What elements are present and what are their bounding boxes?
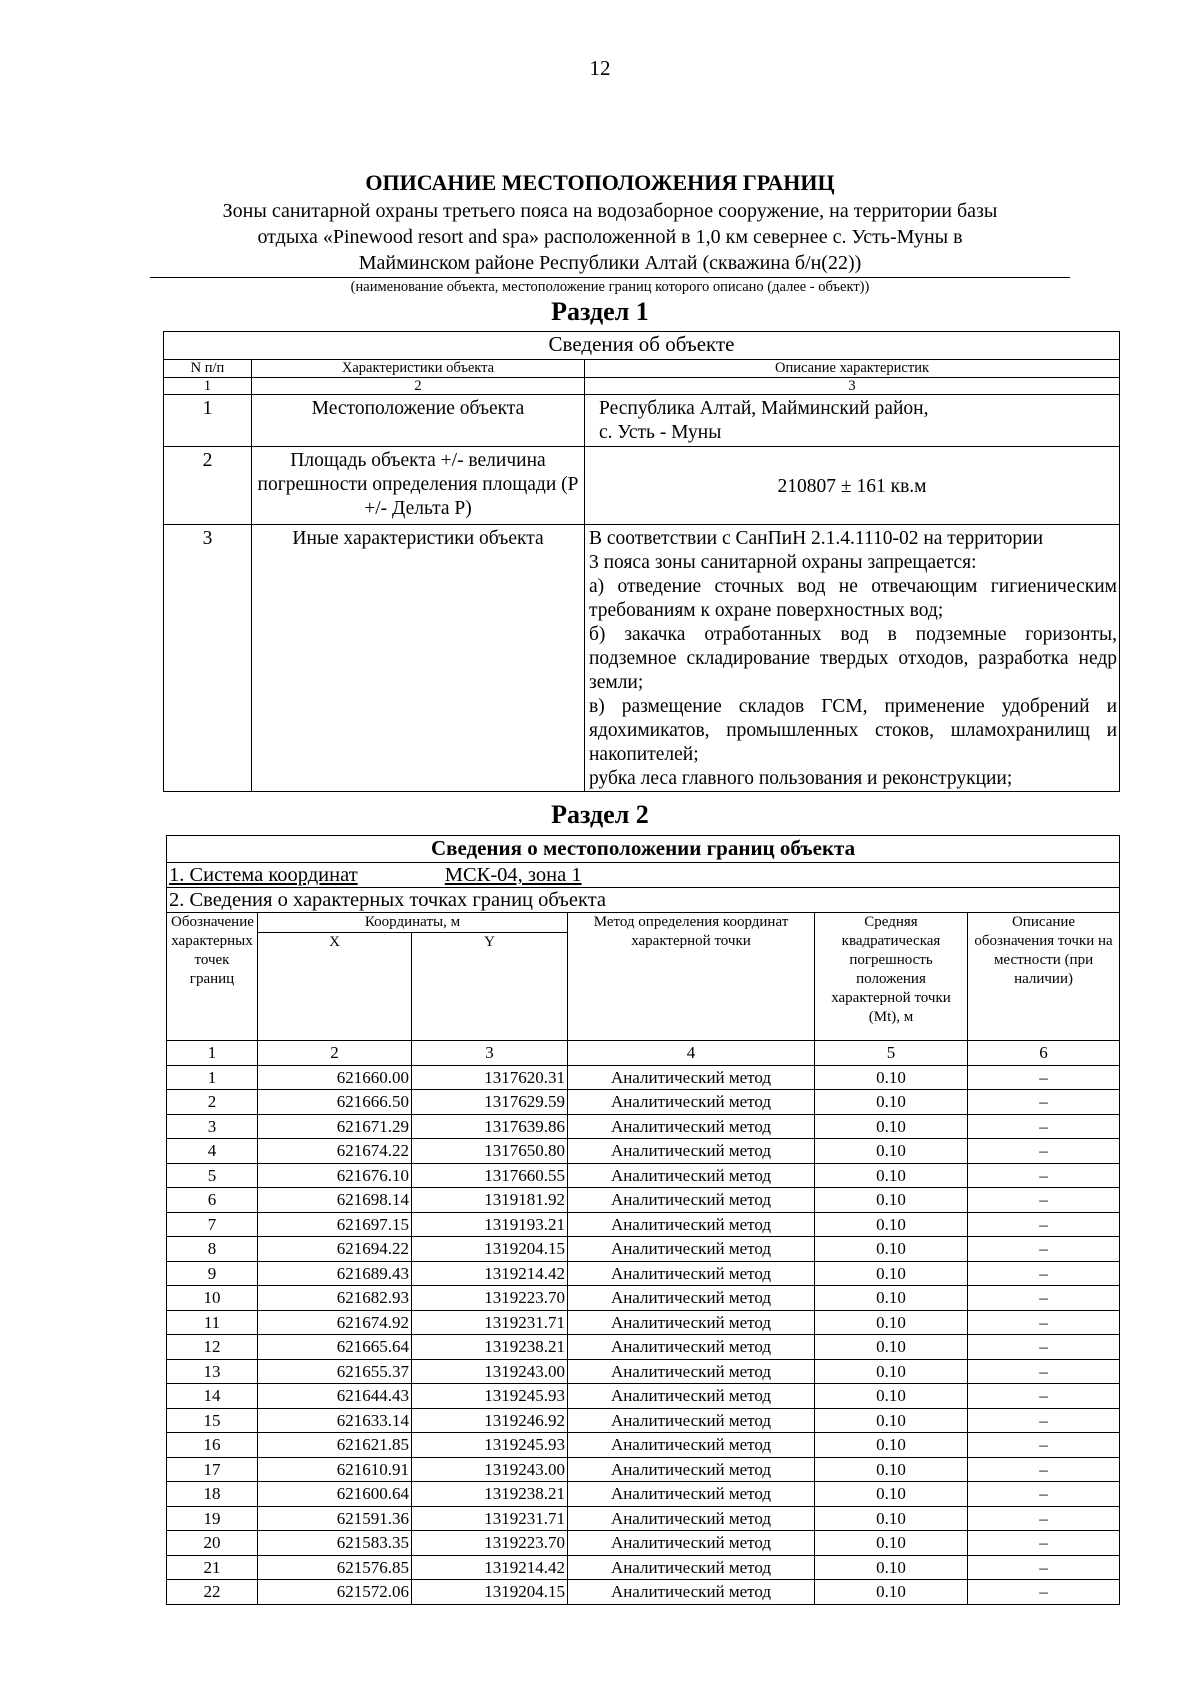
object-description-line: отдыха «Pinewood resort and spa» расположенной в 1,0 км севернее с. Усть-Муны в xyxy=(257,226,963,248)
point-y: 1319245.93 xyxy=(412,1433,568,1458)
point-number: 10 xyxy=(167,1286,258,1311)
header-y: Y xyxy=(412,933,568,1041)
column-number: 4 xyxy=(568,1041,815,1066)
table-row xyxy=(167,1212,1120,1237)
table-row xyxy=(167,1335,1120,1360)
point-x: 621682.93 xyxy=(258,1286,412,1311)
point-method: Аналитический метод xyxy=(568,1384,815,1409)
restriction-text: б) закачка отработанных вод в подземные горизонты, подземное складирование твердых отходов, разработка недр земли; xyxy=(589,624,1118,693)
column-number: 5 xyxy=(815,1041,968,1066)
point-description: – xyxy=(968,1310,1120,1335)
header-designation: Обозначение характерных точек границ xyxy=(167,913,258,1041)
header-coordinates: Координаты, м xyxy=(258,913,568,933)
point-number: 4 xyxy=(167,1139,258,1164)
point-method: Аналитический метод xyxy=(568,1188,815,1213)
point-method: Аналитический метод xyxy=(568,1286,815,1311)
point-number: 5 xyxy=(167,1163,258,1188)
point-method: Аналитический метод xyxy=(568,1506,815,1531)
point-description: – xyxy=(968,1408,1120,1433)
point-y: 1317620.31 xyxy=(412,1065,568,1090)
point-error: 0.10 xyxy=(815,1090,968,1115)
point-x: 621698.14 xyxy=(258,1188,412,1213)
point-x: 621665.64 xyxy=(258,1335,412,1360)
point-description: – xyxy=(968,1482,1120,1507)
point-description: – xyxy=(968,1359,1120,1384)
row-description xyxy=(585,395,1120,447)
column-number: 6 xyxy=(968,1041,1120,1066)
point-x: 621576.85 xyxy=(258,1555,412,1580)
point-description: – xyxy=(968,1506,1120,1531)
point-description: – xyxy=(968,1580,1120,1605)
point-description: – xyxy=(968,1065,1120,1090)
table-row xyxy=(167,1163,1120,1188)
point-x: 621676.10 xyxy=(258,1163,412,1188)
point-y: 1319245.93 xyxy=(412,1384,568,1409)
point-number: 22 xyxy=(167,1580,258,1605)
point-error: 0.10 xyxy=(815,1335,968,1360)
table-row xyxy=(167,1555,1120,1580)
points-caption: 2. Сведения о характерных точках границ объекта xyxy=(167,888,1120,913)
object-description-line: Зоны санитарной охраны третьего пояса на водозаборное сооружение, на территории базы xyxy=(222,200,998,222)
point-error: 0.10 xyxy=(815,1506,968,1531)
point-description: – xyxy=(968,1433,1120,1458)
table-row xyxy=(167,1139,1120,1164)
table-row xyxy=(167,1580,1120,1605)
column-number: 3 xyxy=(412,1041,568,1066)
point-method: Аналитический метод xyxy=(568,1433,815,1458)
point-y: 1317629.59 xyxy=(412,1090,568,1115)
underline-divider xyxy=(150,277,1070,278)
row-number: 3 xyxy=(164,525,252,792)
point-error: 0.10 xyxy=(815,1408,968,1433)
object-caption: (наименование объекта, местоположение границ которого описано (далее - объект)) xyxy=(350,279,870,295)
row-number: 1 xyxy=(164,395,252,447)
point-description: – xyxy=(968,1212,1120,1237)
table-row xyxy=(167,1114,1120,1139)
point-error: 0.10 xyxy=(815,1188,968,1213)
point-number: 13 xyxy=(167,1359,258,1384)
document-title: ОПИСАНИЕ МЕСТОПОЛОЖЕНИЯ ГРАНИЦ xyxy=(365,170,835,195)
point-x: 621655.37 xyxy=(258,1359,412,1384)
row-characteristic: Иные характеристики объекта xyxy=(252,525,585,792)
point-error: 0.10 xyxy=(815,1237,968,1262)
point-number: 7 xyxy=(167,1212,258,1237)
point-method: Аналитический метод xyxy=(568,1090,815,1115)
table-row xyxy=(167,1261,1120,1286)
page-number: 12 xyxy=(589,56,611,80)
table-row xyxy=(167,1359,1120,1384)
point-number: 6 xyxy=(167,1188,258,1213)
table-caption: Сведения о местоположении границ объекта xyxy=(167,836,1120,863)
point-y: 1319223.70 xyxy=(412,1286,568,1311)
point-description: – xyxy=(968,1237,1120,1262)
point-x: 621572.06 xyxy=(258,1580,412,1605)
table-row xyxy=(167,1237,1120,1262)
point-number: 3 xyxy=(167,1114,258,1139)
point-method: Аналитический метод xyxy=(568,1457,815,1482)
point-number: 8 xyxy=(167,1237,258,1262)
point-description: – xyxy=(968,1163,1120,1188)
point-description: – xyxy=(968,1114,1120,1139)
section-1-heading: Раздел 1 xyxy=(551,297,649,326)
point-x: 621583.35 xyxy=(258,1531,412,1556)
table-row xyxy=(167,1065,1120,1090)
header-description: Описание обозначения точки на местности (при наличии) xyxy=(968,913,1120,1041)
restriction-text: 3 пояса зоны санитарной охраны запрещается: xyxy=(589,552,977,573)
point-number: 2 xyxy=(167,1090,258,1115)
point-y: 1319214.42 xyxy=(412,1555,568,1580)
row-description xyxy=(585,525,1120,792)
point-y: 1319238.21 xyxy=(412,1335,568,1360)
table-row xyxy=(167,1482,1120,1507)
point-number: 12 xyxy=(167,1335,258,1360)
point-number: 1 xyxy=(167,1065,258,1090)
point-y: 1319214.42 xyxy=(412,1261,568,1286)
point-error: 0.10 xyxy=(815,1286,968,1311)
point-y: 1319243.00 xyxy=(412,1457,568,1482)
section-2-heading: Раздел 2 xyxy=(551,800,649,829)
point-number: 9 xyxy=(167,1261,258,1286)
point-y: 1317639.86 xyxy=(412,1114,568,1139)
table-row xyxy=(167,1310,1120,1335)
point-x: 621674.92 xyxy=(258,1310,412,1335)
point-x: 621674.22 xyxy=(258,1139,412,1164)
header-error: Средняя квадратическая погрешность положения характерной точки (Mt), м xyxy=(815,913,968,1041)
point-number: 21 xyxy=(167,1555,258,1580)
point-y: 1319231.71 xyxy=(412,1506,568,1531)
column-header: N п/п xyxy=(164,360,252,378)
point-number: 14 xyxy=(167,1384,258,1409)
point-x: 621644.43 xyxy=(258,1384,412,1409)
point-method: Аналитический метод xyxy=(568,1261,815,1286)
column-header: Описание характеристик xyxy=(585,360,1120,378)
table-row xyxy=(164,395,1120,447)
point-description: – xyxy=(968,1188,1120,1213)
table-row xyxy=(167,1384,1120,1409)
point-x: 621660.00 xyxy=(258,1065,412,1090)
point-x: 621621.85 xyxy=(258,1433,412,1458)
point-description: – xyxy=(968,1384,1120,1409)
point-x: 621697.15 xyxy=(258,1212,412,1237)
point-method: Аналитический метод xyxy=(568,1580,815,1605)
header-x: X xyxy=(258,933,412,1041)
point-description: – xyxy=(968,1457,1120,1482)
object-description-line: Майминском районе Республики Алтай (скважина б/н(22)) xyxy=(358,252,862,274)
point-method: Аналитический метод xyxy=(568,1555,815,1580)
point-error: 0.10 xyxy=(815,1531,968,1556)
point-error: 0.10 xyxy=(815,1433,968,1458)
point-x: 621689.43 xyxy=(258,1261,412,1286)
restriction-text: а) отведение сточных вод не отвечающим гигиеническим требованиям к охране поверхностных вод; xyxy=(589,576,1118,621)
point-method: Аналитический метод xyxy=(568,1359,815,1384)
point-number: 18 xyxy=(167,1482,258,1507)
row-description-line: с. Усть - Муны xyxy=(599,422,722,443)
column-number: 3 xyxy=(585,378,1120,395)
point-x: 621671.29 xyxy=(258,1114,412,1139)
point-error: 0.10 xyxy=(815,1457,968,1482)
table-row xyxy=(164,447,1120,525)
point-y: 1317660.55 xyxy=(412,1163,568,1188)
table-row xyxy=(164,525,1120,792)
point-x: 621600.64 xyxy=(258,1482,412,1507)
point-y: 1319238.21 xyxy=(412,1482,568,1507)
point-error: 0.10 xyxy=(815,1310,968,1335)
point-method: Аналитический метод xyxy=(568,1335,815,1360)
point-number: 19 xyxy=(167,1506,258,1531)
table-caption: Сведения об объекте xyxy=(164,332,1120,360)
point-method: Аналитический метод xyxy=(568,1482,815,1507)
point-error: 0.10 xyxy=(815,1139,968,1164)
point-description: – xyxy=(968,1335,1120,1360)
point-description: – xyxy=(968,1139,1120,1164)
header-method: Метод определения координат характерной точки xyxy=(568,913,815,1041)
point-y: 1319193.21 xyxy=(412,1212,568,1237)
table-row xyxy=(167,1188,1120,1213)
point-method: Аналитический метод xyxy=(568,1114,815,1139)
point-method: Аналитический метод xyxy=(568,1139,815,1164)
point-error: 0.10 xyxy=(815,1065,968,1090)
table-row xyxy=(167,1408,1120,1433)
point-method: Аналитический метод xyxy=(568,1237,815,1262)
table-row xyxy=(167,1433,1120,1458)
point-error: 0.10 xyxy=(815,1212,968,1237)
point-y: 1319246.92 xyxy=(412,1408,568,1433)
row-description: 210807 ± 161 кв.м xyxy=(585,447,1120,525)
point-error: 0.10 xyxy=(815,1261,968,1286)
point-y: 1319204.15 xyxy=(412,1580,568,1605)
point-number: 17 xyxy=(167,1457,258,1482)
point-y: 1319231.71 xyxy=(412,1310,568,1335)
point-method: Аналитический метод xyxy=(568,1531,815,1556)
point-number: 15 xyxy=(167,1408,258,1433)
restriction-text: рубка леса главного пользования и реконструкции; xyxy=(589,768,1013,789)
column-number: 1 xyxy=(167,1041,258,1066)
column-number-row xyxy=(167,1041,1120,1066)
table-row xyxy=(167,1286,1120,1311)
table-row xyxy=(167,1457,1120,1482)
point-method: Аналитический метод xyxy=(568,1065,815,1090)
point-description: – xyxy=(968,1286,1120,1311)
object-info-table xyxy=(163,331,1120,792)
point-description: – xyxy=(968,1555,1120,1580)
coordinate-system-label: 1. Система координат xyxy=(169,864,358,886)
point-description: – xyxy=(968,1261,1120,1286)
point-y: 1319181.92 xyxy=(412,1188,568,1213)
point-y: 1319243.00 xyxy=(412,1359,568,1384)
point-y: 1319223.70 xyxy=(412,1531,568,1556)
column-number: 2 xyxy=(252,378,585,395)
point-error: 0.10 xyxy=(815,1114,968,1139)
point-method: Аналитический метод xyxy=(568,1408,815,1433)
coordinate-system xyxy=(167,863,1120,888)
point-error: 0.10 xyxy=(815,1555,968,1580)
point-number: 11 xyxy=(167,1310,258,1335)
table-row xyxy=(167,1506,1120,1531)
point-x: 621591.36 xyxy=(258,1506,412,1531)
point-x: 621694.22 xyxy=(258,1237,412,1262)
boundary-points-table xyxy=(166,835,1120,1605)
restriction-text: в) размещение складов ГСМ, применение удобрений и ядохимикатов, промышленных стоков, шламохранилищ и накопителей; xyxy=(589,696,1118,765)
point-method: Аналитический метод xyxy=(568,1212,815,1237)
column-number: 1 xyxy=(164,378,252,395)
point-error: 0.10 xyxy=(815,1384,968,1409)
point-error: 0.10 xyxy=(815,1163,968,1188)
point-description: – xyxy=(968,1531,1120,1556)
point-error: 0.10 xyxy=(815,1359,968,1384)
column-number: 2 xyxy=(258,1041,412,1066)
row-characteristic: Местоположение объекта xyxy=(252,395,585,447)
point-number: 20 xyxy=(167,1531,258,1556)
point-x: 621610.91 xyxy=(258,1457,412,1482)
table-row xyxy=(167,1090,1120,1115)
point-error: 0.10 xyxy=(815,1482,968,1507)
point-number: 16 xyxy=(167,1433,258,1458)
point-error: 0.10 xyxy=(815,1580,968,1605)
point-method: Аналитический метод xyxy=(568,1163,815,1188)
row-description-line: Республика Алтай, Майминский район, xyxy=(599,398,929,419)
row-characteristic: Площадь объекта +/- величина погрешности определения площади (P +/- Дельта P) xyxy=(252,447,585,525)
object-description xyxy=(150,198,1070,276)
point-y: 1319204.15 xyxy=(412,1237,568,1262)
column-header: Характеристики объекта xyxy=(252,360,585,378)
point-x: 621633.14 xyxy=(258,1408,412,1433)
point-method: Аналитический метод xyxy=(568,1310,815,1335)
table-row xyxy=(167,1531,1120,1556)
row-number: 2 xyxy=(164,447,252,525)
coordinate-system-value: МСК-04, зона 1 xyxy=(444,864,582,886)
point-x: 621666.50 xyxy=(258,1090,412,1115)
point-y: 1317650.80 xyxy=(412,1139,568,1164)
restriction-text: В соответствии с СанПиН 2.1.4.1110-02 на территории xyxy=(589,528,1044,549)
point-description: – xyxy=(968,1090,1120,1115)
